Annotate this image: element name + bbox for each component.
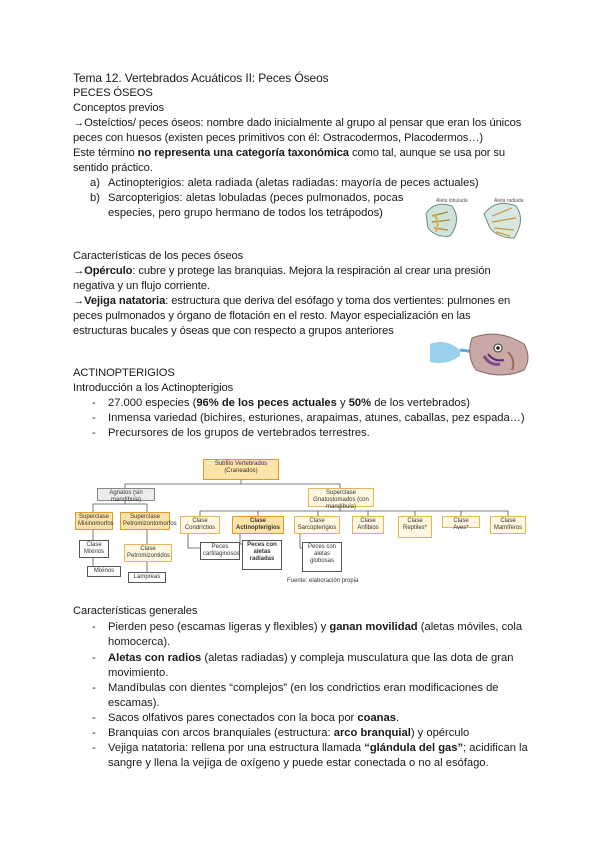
general-item-1-line-1: Pierden peso (escamas ligeras y flexibles) y ganan movilidad (aletas móviles, cola bbox=[108, 621, 523, 633]
osteictios-line-2: peces con huesos (existen peces primitivos con él: Ostracodermos, Placodermos…) bbox=[73, 132, 483, 144]
node-peces-cartilaginosos: Peces cartilaginosos bbox=[200, 542, 240, 560]
node-gnatostomados: Superclase Gnatostomados (con mandíbula) bbox=[308, 488, 374, 507]
list-marker-a: a) bbox=[90, 177, 100, 189]
intro-item-2: Inmensa variedad (bichires, esturiones, arapaimas, atunes, caballas, pez espada…) bbox=[108, 412, 525, 424]
node-lampreas: Lampreas bbox=[128, 572, 166, 583]
dash-marker: - bbox=[92, 621, 96, 633]
dash-marker: - bbox=[92, 427, 96, 439]
fin-label-lobed: Aleta lobulada bbox=[436, 198, 468, 204]
vejiga-line-1: →Vejiga natatoria: estructura que deriva del esófago y toma dos vertientes: pulmones en bbox=[73, 295, 511, 307]
node-peces-aletas-radiadas: Peces con aletas radiadas bbox=[242, 540, 282, 570]
vejiga-line-2: peces pulmonados y órgano de flotación en el resto. Mayor especialización en las bbox=[73, 310, 471, 322]
node-agnatos: Agnatos (sin mandíbula) bbox=[97, 488, 155, 501]
intro-item-3: Precursores de los grupos de vertebrados terrestres. bbox=[108, 427, 370, 439]
list-item-b-line-2: especies, pero grupo hermano de todos los tetrápodos) bbox=[108, 207, 383, 219]
general-item-1-line-2: homocerca). bbox=[108, 636, 171, 648]
node-condrictios: Clase Condríctios bbox=[180, 516, 220, 534]
subheading-generales: Características generales bbox=[73, 605, 198, 617]
general-item-2-line-1: Aletas con radios (aletas radiadas) y compleja musculatura que las dota de gran bbox=[108, 652, 514, 664]
node-clase-mixinos: Clase Mixinos bbox=[79, 540, 109, 558]
general-item-5: Branquias con arcos branquiales (estructura: arco branquial) y opérculo bbox=[108, 727, 470, 739]
section-heading-peces-oseos: PECES ÓSEOS bbox=[73, 87, 153, 99]
section-heading-actinopterigios: ACTINOPTERIGIOS bbox=[73, 367, 175, 379]
node-actinopterigios: Clase Actinopterígios bbox=[232, 516, 284, 534]
dash-marker: - bbox=[92, 412, 96, 424]
node-petromizontomorfos: Superclase Petromizontomorfos bbox=[120, 512, 170, 530]
node-peces-aletas-globosas: Peces con aletas globosas bbox=[302, 542, 342, 572]
general-item-3-line-2: escamas). bbox=[108, 697, 160, 709]
general-item-4: Sacos olfativos pares conectados con la boca por coanas. bbox=[108, 712, 400, 724]
list-item-b-line-1: Sarcopterigios: aletas lobuladas (peces pulmonados, pocas bbox=[108, 192, 404, 204]
general-item-3-line-1: Mandíbulas con dientes “complejos” (en los condrictios eran modificaciones de bbox=[108, 682, 499, 694]
node-anfibios: Clase Anfibios bbox=[352, 516, 384, 534]
node-reptiles: Clase Reptiles* bbox=[398, 516, 432, 538]
general-item-6-line-2: sangre y llena la vejiga de oxígeno y puede estar conectada o no al esófago. bbox=[108, 757, 489, 769]
subheading-conceptos: Conceptos previos bbox=[73, 102, 164, 114]
node-aves: Clase Aves* bbox=[442, 516, 480, 528]
diagram-source: Fuente: elaboración propia bbox=[287, 578, 359, 584]
dash-marker: - bbox=[92, 727, 96, 739]
fin-label-rayed: Aleta radiada bbox=[494, 198, 524, 204]
general-item-6-line-1: Vejiga natatoria: rellena por una estructura llamada “glándula del gas”; acidifican la bbox=[108, 742, 528, 754]
dash-marker: - bbox=[92, 397, 96, 409]
termino-line-2: sentido práctico. bbox=[73, 162, 153, 174]
dash-marker: - bbox=[92, 652, 96, 664]
termino-line-1: Este término no representa una categoría taxonómica como tal, aunque se usa por su bbox=[73, 147, 506, 159]
node-sarcopterigios: Clase Sarcopterígios bbox=[294, 516, 340, 534]
list-marker-b: b) bbox=[90, 192, 100, 204]
node-clase-petromizontidos: Clase Petromizontidos bbox=[124, 544, 172, 562]
node-mixinos: Mixinos bbox=[87, 566, 121, 577]
osteictios-line-1: →Osteíctios/ peces óseos: nombre dado inicialmente al grupo al pensar que eran los únicos bbox=[73, 117, 522, 129]
dash-marker: - bbox=[92, 742, 96, 754]
page-title: Tema 12. Vertebrados Acuáticos II: Peces Óseos bbox=[73, 71, 329, 85]
intro-item-1: 27.000 especies (96% de los peces actuales y 50% de los vertebrados) bbox=[108, 397, 470, 409]
list-item-a: Actinopterigios: aleta radiada (aletas radiadas: mayoría de peces actuales) bbox=[108, 177, 479, 189]
opercul-line-1: →Opérculo: cubre y protege las branquias. Mejora la respiración al crear una presión bbox=[73, 265, 491, 277]
subheading-caracteristicas: Características de los peces óseos bbox=[73, 250, 244, 262]
dash-marker: - bbox=[92, 712, 96, 724]
node-vertebrados: Subfilo Vertebrados (Craneados) bbox=[203, 459, 279, 480]
node-mixinomorfos: Superclase Mixinomorfos bbox=[75, 512, 113, 530]
dash-marker: - bbox=[92, 682, 96, 694]
node-mamiferos: Clase Mamíferos bbox=[490, 516, 526, 534]
opercul-line-2: negativa y un flujo corriente. bbox=[73, 280, 210, 292]
vejiga-line-3: estructuras bucales y óseas que con respecto a grupos anteriores bbox=[73, 325, 394, 337]
general-item-2-line-2: movimiento. bbox=[108, 667, 169, 679]
subheading-introduccion: Introducción a los Actinopterigios bbox=[73, 382, 234, 394]
